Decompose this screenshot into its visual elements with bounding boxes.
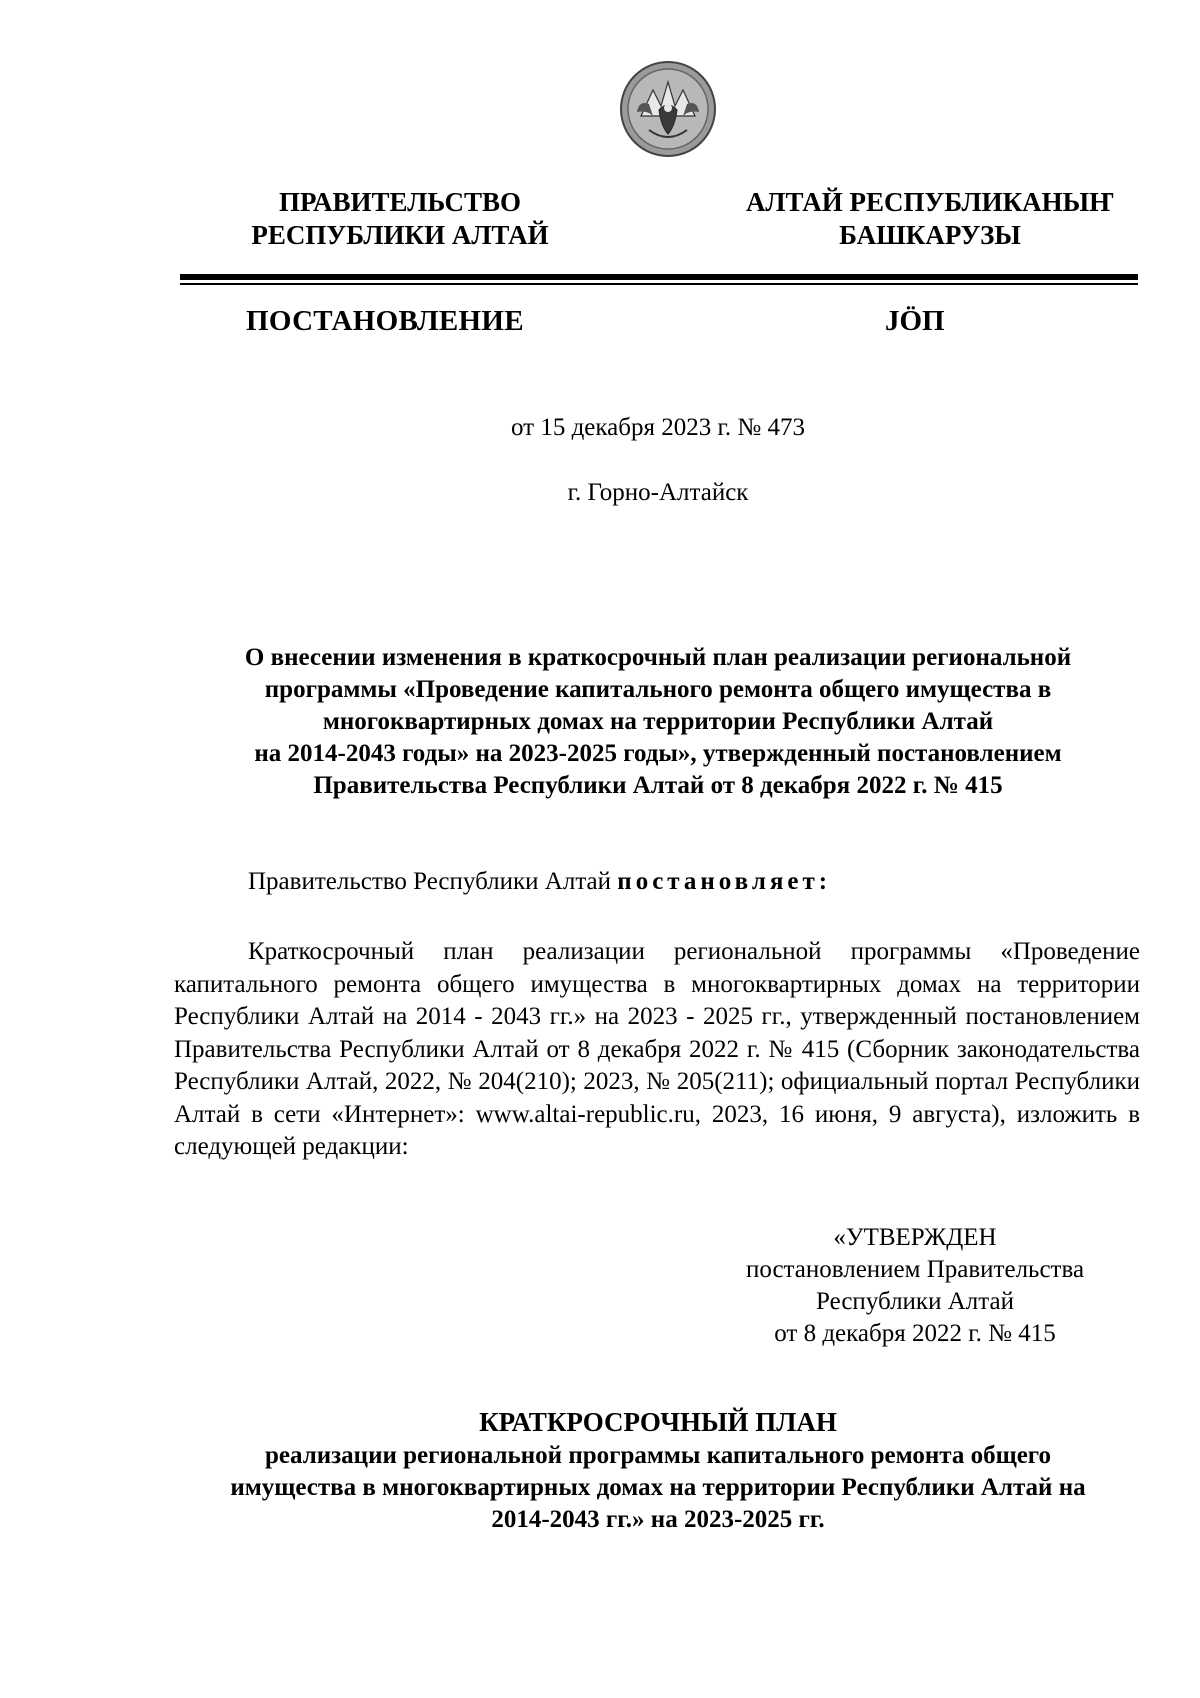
approval-line1: «УТВЕРЖДЕН <box>833 1224 997 1251</box>
approval-line2: постановлением Правительства <box>745 1256 1085 1283</box>
title-line: программы «Проведение капитального ремонта общего имущества в <box>264 676 1052 703</box>
title-line: О внесении изменения в краткосрочный план реализации региональной <box>244 644 1072 671</box>
title-line: на 2014-2043 годы» на 2023-2025 годы», утвержденный постановлением <box>254 740 1062 767</box>
title-line: Правительства Республики Алтай от 8 декабря 2022 г. № 415 <box>313 772 1003 799</box>
body-paragraph: Краткосрочный план реализации региональной программы «Проведение капитального ремонта общего имущества в многоквартирных домах на территории Республики Алтай на 2014 - 2043 гг.» на 2023 - 2025 гг., утвержденный постановлением Правительства Республики Алтай от 8 декабря 2022 г. № 415 (Сборник законодательства Республики Алтай, 2022, № 204(210); 2023, № 205(211); официальный портал Республики Алтай в сети «Интернет»: www.altai-republic.ru, 2023, 16 июня, 9 августа), изложить в следующей редакции: <box>174 938 1140 1160</box>
header-left-line1: ПРАВИТЕЛЬСТВО <box>278 187 522 217</box>
preamble <box>248 868 831 896</box>
preamble-emphasis: постановляет: <box>617 868 832 895</box>
plan-heading <box>160 1404 1156 1536</box>
document-city: г. Горно-Алтайск <box>567 479 749 506</box>
header-right-line1: АЛТАЙ РЕСПУБЛИКАНЫҤ <box>745 187 1115 217</box>
approval-stamp-text <box>700 1222 1130 1350</box>
header-left-line2: РЕСПУБЛИКИ АЛТАЙ <box>251 220 549 250</box>
plan-subtitle-line: реализации региональной программы капитального ремонта общего <box>264 1442 1052 1469</box>
header-right-line2: БАШКАРУЗЫ <box>839 220 1021 250</box>
plan-title: КРАТКРОСРОЧНЫЙ ПЛАН <box>479 1407 837 1437</box>
coat-of-arms-emblem <box>619 60 717 158</box>
government-name-russian <box>230 186 570 252</box>
approval-line3: Республики Алтай <box>816 1288 1014 1315</box>
title-line: многоквартирных домах на территории Республики Алтай <box>322 708 994 735</box>
plan-subtitle-line: имущества в многоквартирных домах на территории Республики Алтай на <box>230 1474 1086 1501</box>
preamble-text: Правительство Республики Алтай <box>248 868 618 895</box>
plan-subtitle-line: 2014-2043 гг.» на 2023-2025 гг. <box>491 1506 825 1533</box>
header-divider-thick <box>180 274 1138 280</box>
doc-type-russian: ПОСТАНОВЛЕНИЕ <box>246 305 524 337</box>
doc-type-altai: JÖП <box>885 305 945 337</box>
government-name-altai <box>735 186 1125 252</box>
document-date-number: от 15 декабря 2023 г. № 473 <box>510 414 806 441</box>
document-title <box>170 642 1146 802</box>
approval-line4: от 8 декабря 2022 г. № 415 <box>774 1320 1056 1347</box>
header-divider-thin <box>180 283 1138 285</box>
